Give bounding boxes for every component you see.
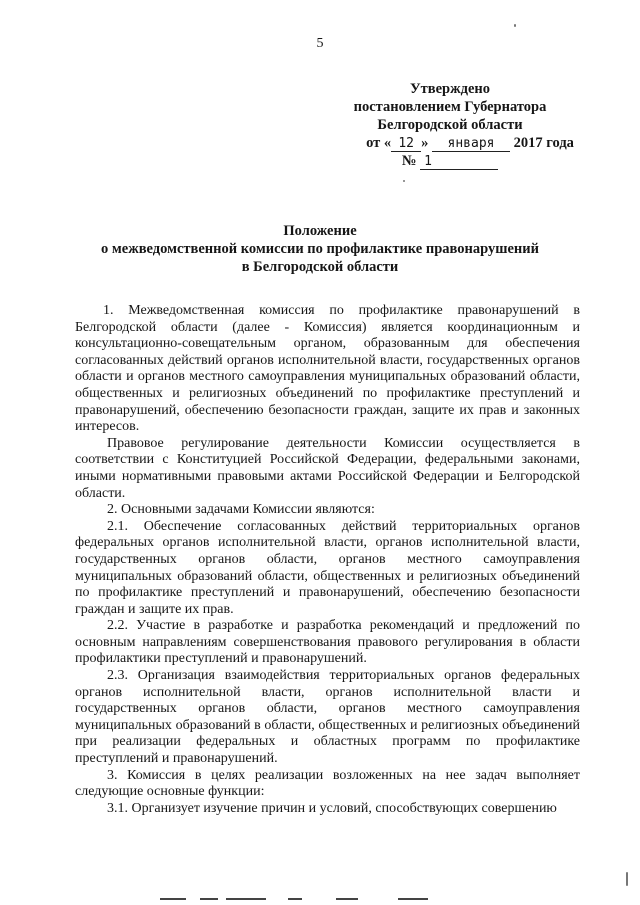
scan-artifact-footer: [160, 898, 440, 902]
approval-date: [300, 134, 600, 152]
approval-line-approved: Утверждено: [410, 81, 490, 97]
paragraph-5: 2.2. Участие в разработке и разработка рекомендаций и предложений по основным направлениям совершенствования правового регулирования в области профилактики преступлений и правонарушений.: [75, 618, 580, 667]
document-title: [40, 222, 600, 276]
date-year: 2017 года: [513, 135, 574, 151]
paragraph-4: 2.1. Обеспечение согласованных действий территориальных органов федеральных органов исполнительной власти, органов исполнительной власти, государственных органов области, органов местного самоуправления муниципальных образований области, общественных и религиозных объединений по профилактике преступлений и правонарушений, обеспечению безопасности граждан и защите их прав.: [75, 518, 580, 617]
paragraph-7: 3. Комиссия в целях реализации возложенных на нее задач выполняет следующие основные функции:: [75, 767, 580, 800]
date-month: января: [432, 136, 510, 152]
paragraph-6: 2.3. Организация взаимодействия территориальных органов федеральных органов исполнительной власти, органов исполнительной власти и государственных органов области, органов местного самоуправления муниципальных образований в области, общественных и религиозных объединений при реализации федеральных и областных программ по профилактике преступлений и правонарушений.: [75, 668, 580, 767]
document-body: [75, 303, 580, 817]
approval-line-decree: постановлением Губернатора: [353, 99, 547, 115]
date-prefix: от «: [366, 135, 392, 151]
paragraph-3: 2. Основными задачами Комиссии являются:: [107, 502, 375, 518]
date-day: 12: [391, 136, 421, 152]
scan-speck: [626, 872, 628, 886]
scan-speck: [403, 180, 405, 182]
approval-stamp: [300, 80, 600, 170]
paragraph-8: 3.1. Организует изучение причин и условий, способствующих совершению: [107, 800, 557, 816]
number-value: 1: [420, 154, 498, 170]
date-mid: »: [421, 135, 429, 151]
approval-number: [300, 152, 600, 170]
page-number: 5: [316, 36, 324, 51]
title-line-2: о межведомственной комиссии по профилактике правонарушений: [101, 241, 539, 257]
approval-line-region: Белгородской области: [377, 117, 523, 133]
number-prefix: №: [401, 153, 417, 169]
paragraph-2: Правовое регулирование деятельности Комиссии осуществляется в соответствии с Конституцией Российской Федерации, федеральными законами, иными нормативными правовыми актами Российской Федерации и Белгородской области.: [75, 435, 580, 501]
paragraph-1: 1. Межведомственная комиссия по профилактике правонарушений в Белгородской области (далее - Комиссия) является координационным и консультационно-совещательным органом, образованным для обеспечения согласованных действий органов исполнительной власти, государственных органов области и органов местного самоуправления муниципальных образований области, общественных и религиозных объединений по профилактике преступлений и правонарушений, обеспечению безопасности граждан, защите их прав и законных интересов.: [75, 303, 580, 435]
title-line-1: Положение: [283, 223, 357, 239]
title-line-3: в Белгородской области: [241, 259, 399, 275]
scan-speck: [514, 24, 516, 27]
